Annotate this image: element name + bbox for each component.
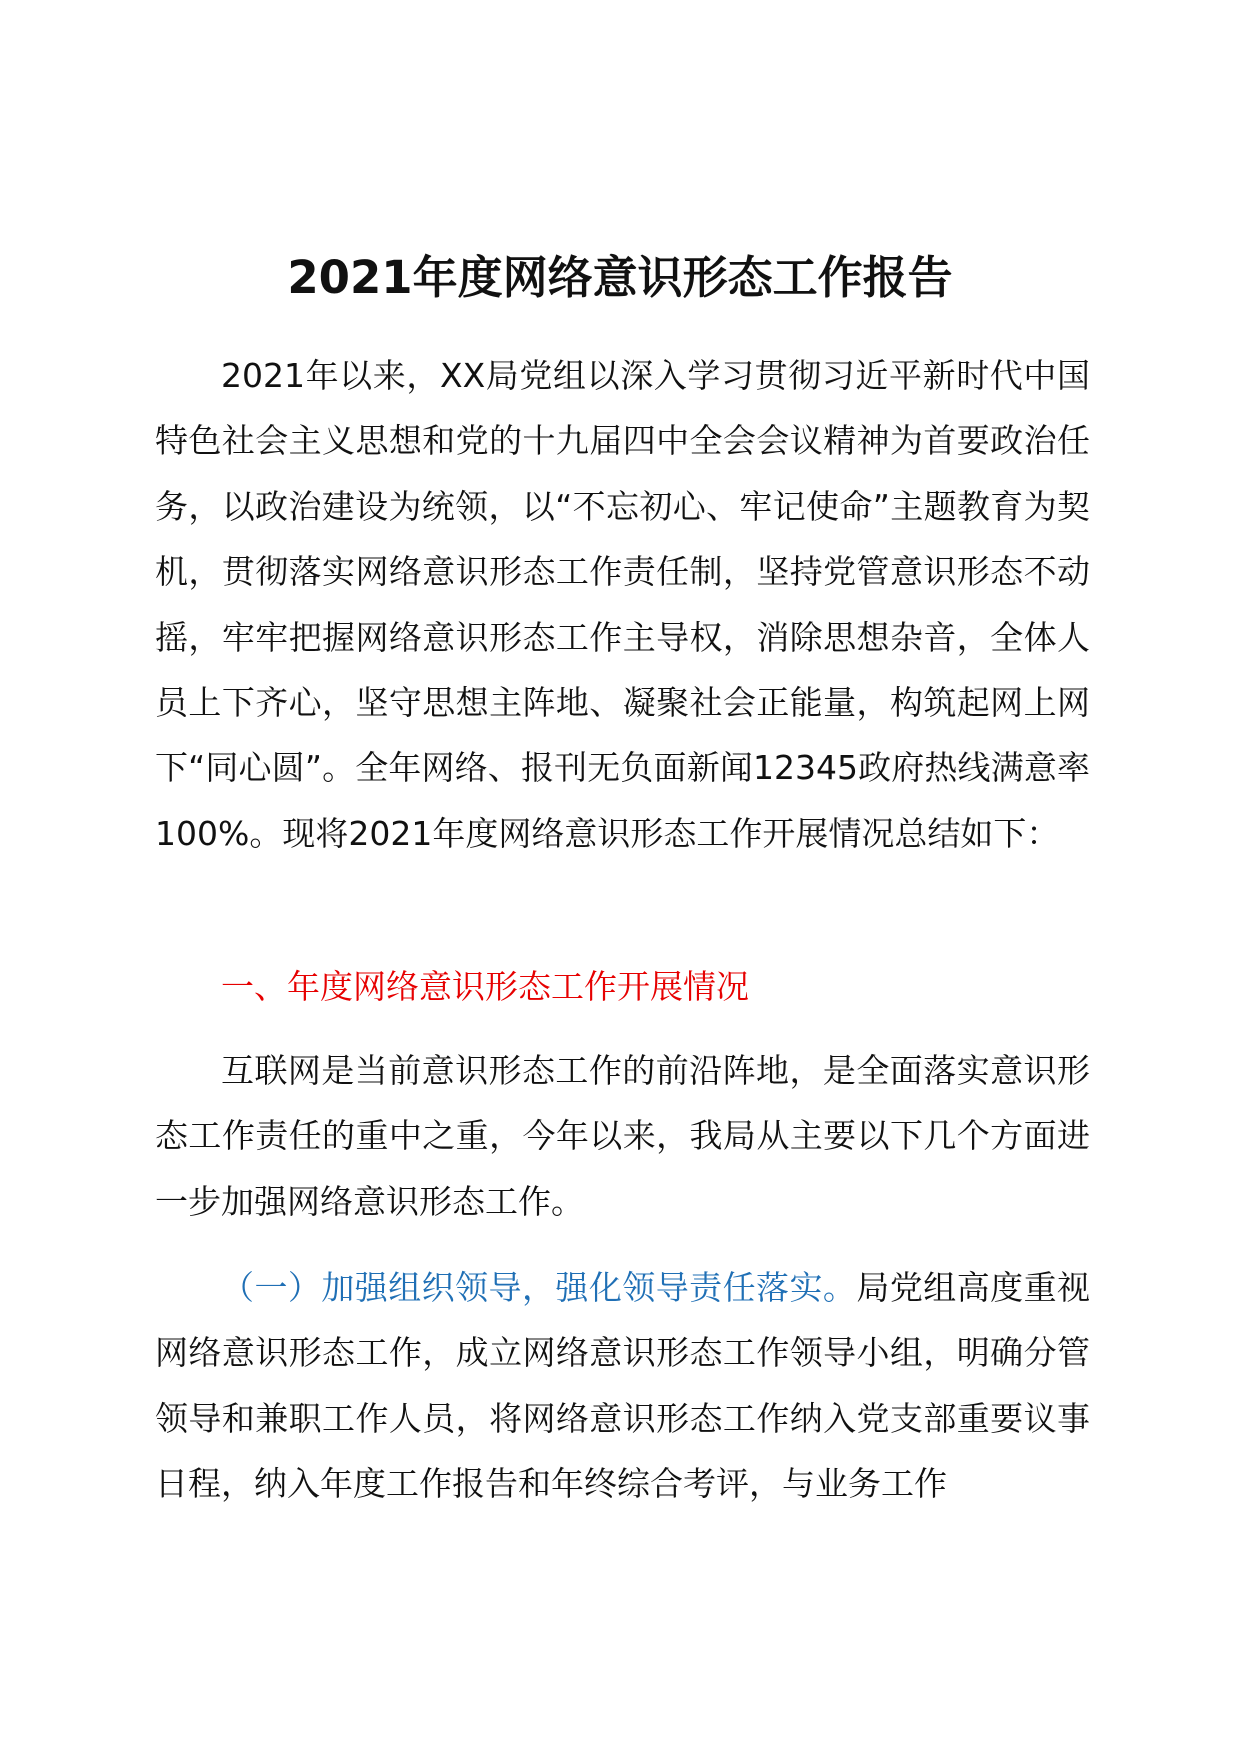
intro-paragraph: 2021年以来，XX局党组以深入学习贯彻习近平新时代中国特色社会主义思想和党的十九届四中全会会议精神为首要政治任务，以政治建设为统领，以“不忘初心、牢记使命”主题教育为契机，贯彻落实网络意识形态工作责任制，坚持党管意识形态不动摇，牢牢把握网络意识形态工作主导权，消除思想杂音，全体人员上下齐心，坚守思想主阵地、凝聚社会正能量，构筑起网上网下“同心圆”。全年网络、报刊无负面新闻12345政府热线满意率100%。现将2021年度网络意识形态工作开展情况总结如下： — [155, 356, 1090, 853]
subsection-1-paragraph — [155, 1255, 1090, 1517]
subsection-heading-1: （一）加强组织领导，强化领导责任落实。 — [221, 1268, 857, 1307]
section-heading-1: 一、年度网络意识形态工作开展情况 — [221, 967, 749, 1006]
section-1-paragraph: 互联网是当前意识形态工作的前沿阵地，是全面落实意识形态工作责任的重中之重，今年以来，我局从主要以下几个方面进一步加强网络意识形态工作。 — [155, 1051, 1090, 1221]
document-title: 2021年度网络意识形态工作报告 — [287, 251, 953, 304]
subsection-1-text: 局党组高度重视网络意识形态工作，成立网络意识形态工作领导小组，明确分管领导和兼职工作人员，将网络意识形态工作纳入党支部重要议事日程，纳入年度工作报告和年终综合考评，与业务工作 — [155, 1268, 1091, 1504]
